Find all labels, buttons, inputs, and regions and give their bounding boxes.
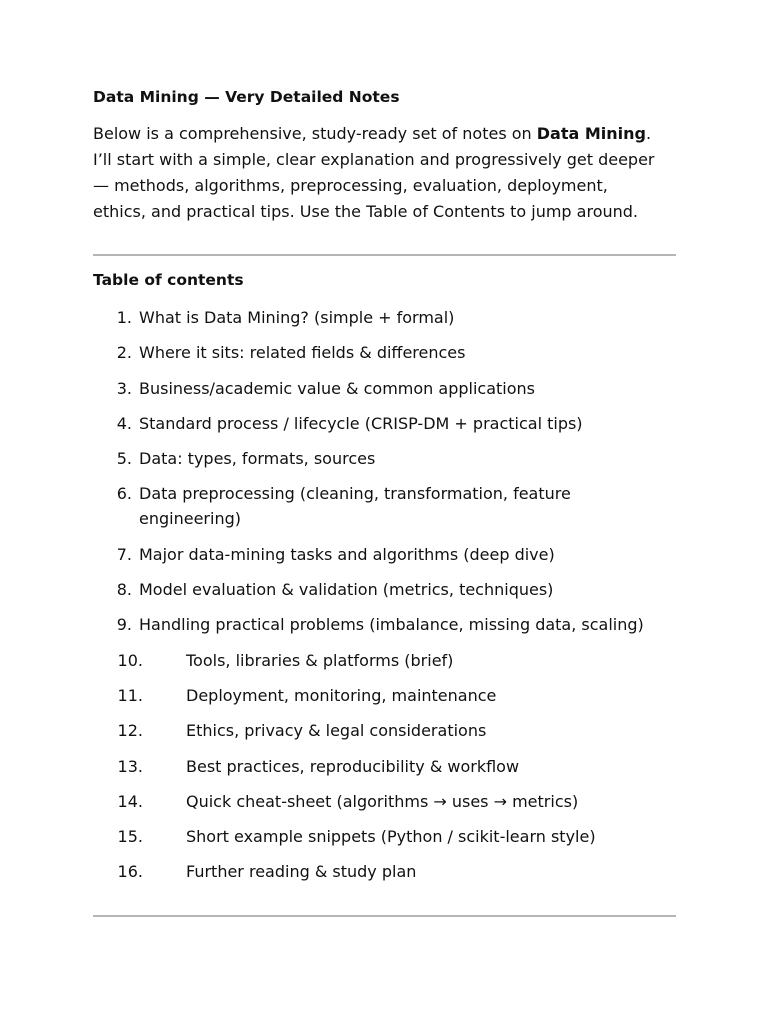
- toc-item-number: 10.: [117, 650, 143, 670]
- toc-list: [93, 305, 678, 895]
- toc-item-number: 1.: [116, 308, 132, 327]
- toc-item-number: 3.: [116, 378, 132, 398]
- document-page: [93, 0, 678, 1024]
- toc-item[interactable]: [93, 718, 678, 743]
- toc-item[interactable]: [93, 577, 678, 602]
- toc-item-number: 5.: [116, 449, 132, 469]
- intro-line-2: I’ll start with a simple, clear explanation and progressively get deeper: [93, 150, 655, 169]
- toc-item[interactable]: [93, 481, 678, 531]
- toc-item[interactable]: [93, 824, 678, 849]
- toc-heading: Table of contents: [93, 271, 244, 289]
- toc-item-number: 14.: [117, 791, 143, 811]
- toc-item-number: 11.: [117, 685, 143, 705]
- toc-item-text: Data preprocessing (cleaning, transformation, feature engineering): [139, 484, 571, 529]
- toc-item-text: Standard process / lifecycle (CRISP-DM + practical tips): [139, 413, 583, 433]
- toc-item[interactable]: [93, 789, 678, 814]
- toc-item-text: Model evaluation & validation (metrics, techniques): [139, 580, 554, 600]
- toc-item-number: 6.: [116, 484, 132, 504]
- toc-item-text: Ethics, privacy & legal considerations: [186, 721, 487, 741]
- toc-item-text: Business/academic value & common applications: [139, 378, 535, 398]
- divider-top: [93, 254, 676, 256]
- toc-item-number: 9.: [116, 615, 132, 635]
- toc-item-text: Tools, libraries & platforms (brief): [186, 650, 454, 670]
- divider-bottom: [93, 915, 676, 917]
- toc-item-number: 13.: [117, 756, 143, 776]
- toc-item-number: 7.: [116, 544, 132, 564]
- toc-item[interactable]: [93, 612, 678, 637]
- toc-item-number: 2.: [116, 343, 132, 363]
- toc-item-number: 8.: [116, 580, 132, 600]
- toc-item[interactable]: [93, 859, 678, 884]
- toc-item[interactable]: [93, 446, 678, 471]
- intro-line-1-text: Below is a comprehensive, study-ready set of notes on: [93, 124, 537, 143]
- toc-item-number: 15.: [117, 827, 143, 847]
- toc-item-number: 16.: [117, 862, 143, 882]
- toc-item[interactable]: [93, 376, 678, 401]
- document-title: Data Mining — Very Detailed Notes: [93, 88, 400, 106]
- intro-line-1: [93, 121, 683, 147]
- toc-item-number: 12.: [117, 721, 143, 741]
- toc-item-text: Best practices, reproducibility & workflow: [186, 756, 520, 776]
- toc-item-text: What is Data Mining? (simple + formal): [139, 308, 455, 327]
- toc-item-text: Short example snippets (Python / scikit-learn style): [186, 827, 596, 847]
- intro-paragraph: [93, 121, 683, 225]
- toc-item[interactable]: [93, 754, 678, 779]
- toc-item-text: Quick cheat-sheet (algorithms → uses → metrics): [186, 791, 579, 811]
- toc-item-text: Further reading & study plan: [186, 862, 417, 882]
- toc-item-number: 4.: [116, 413, 132, 433]
- intro-line-1-end: .: [645, 124, 652, 143]
- toc-item[interactable]: [93, 340, 678, 365]
- toc-item[interactable]: [93, 683, 678, 708]
- toc-item-text: Data: types, formats, sources: [139, 449, 376, 469]
- toc-item-text: Where it sits: related fields & differences: [139, 343, 466, 363]
- toc-item-text: Major data-mining tasks and algorithms (deep dive): [139, 544, 555, 564]
- toc-item-text: Deployment, monitoring, maintenance: [186, 685, 497, 705]
- toc-item[interactable]: [93, 305, 678, 330]
- intro-line-3: — methods, algorithms, preprocessing, evaluation, deployment,: [93, 176, 608, 195]
- toc-item[interactable]: [93, 542, 678, 567]
- toc-item[interactable]: [93, 411, 678, 436]
- intro-bold-term: Data Mining: [536, 124, 646, 143]
- intro-line-4: ethics, and practical tips. Use the Table of Contents to jump around.: [93, 202, 639, 221]
- toc-item-text: Handling practical problems (imbalance, missing data, scaling): [139, 615, 644, 635]
- toc-item[interactable]: [93, 648, 678, 673]
